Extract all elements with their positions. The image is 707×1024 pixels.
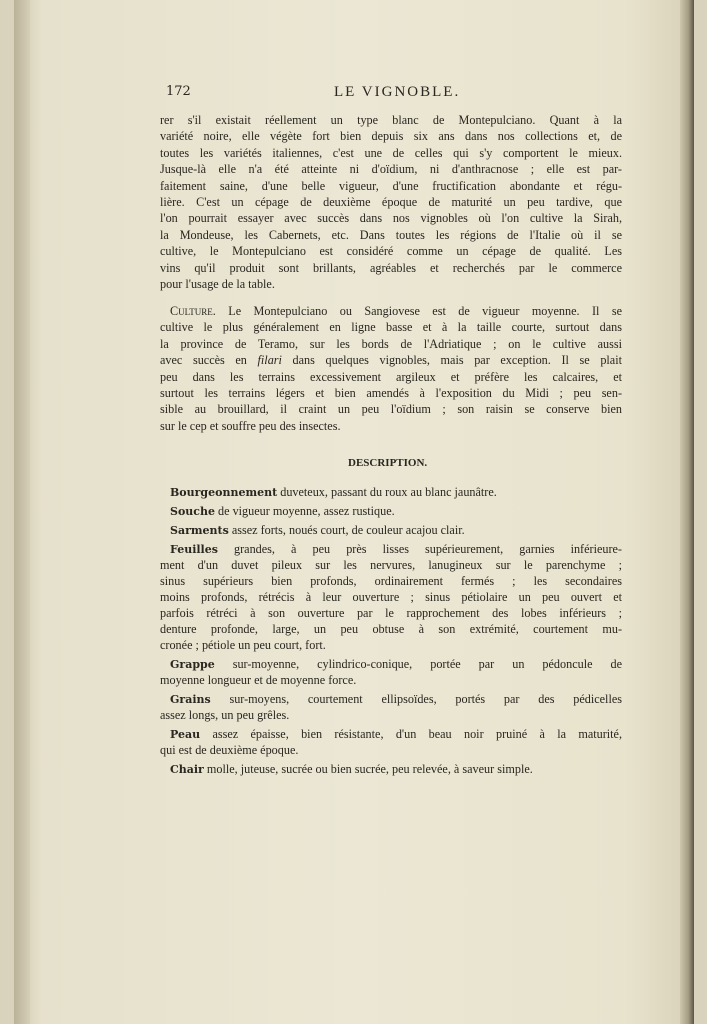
text-line bbox=[160, 484, 622, 500]
section-label: Culture. bbox=[170, 304, 216, 318]
text-span: dans quelques vignobles, mais par exception. Il se plait bbox=[281, 353, 622, 368]
text-line bbox=[160, 672, 622, 688]
description-entry bbox=[160, 691, 622, 723]
text-line bbox=[160, 573, 622, 589]
page-number: 172 bbox=[166, 84, 191, 99]
text-line: faitement saine, d'une belle vigueur, d'une fructification abondante et régu- bbox=[160, 178, 622, 193]
text-line: lière. C'est un cépage de deuxième époque de maturité un peu tardive, que bbox=[160, 194, 622, 209]
text-line bbox=[160, 522, 622, 538]
text-span: de vigueur moyenne, assez rustique. bbox=[214, 504, 395, 518]
description-entry bbox=[160, 656, 622, 688]
text-line: vins qu'il produit sont brillants, agréables et recherchés par le commerce bbox=[160, 260, 622, 275]
text-line bbox=[160, 726, 622, 742]
description-entry bbox=[160, 522, 622, 538]
culture-rest bbox=[160, 369, 622, 435]
text-line bbox=[160, 621, 622, 637]
text-line: sur le cep et souffre peu des insectes. bbox=[160, 418, 341, 433]
text-span: assez forts, noués court, de couleur acajou clair. bbox=[228, 523, 465, 537]
text-span: sur-moyenne, cylindrico-conique, portée par un pédoncule de bbox=[214, 657, 622, 671]
text-span: assez longs, un peu grêles. bbox=[160, 708, 290, 722]
text-line: peu dans les terrains excessivement argileux et préfère les calcaires, et bbox=[160, 369, 622, 384]
text-line: cultive, le Montepulciano est considéré comme un cépage de qualité. Les bbox=[160, 244, 622, 259]
text-line bbox=[160, 761, 622, 777]
page-gutter bbox=[14, 0, 30, 1024]
text-line bbox=[160, 605, 622, 621]
running-title: LE VIGNOBLE. bbox=[334, 84, 461, 100]
italic-term: filari bbox=[257, 353, 282, 368]
description-entry bbox=[160, 484, 622, 500]
text-line: rer s'il existait réellement un type blanc de Montepulciano. Quant à la bbox=[160, 113, 622, 127]
description-entry bbox=[160, 761, 622, 777]
text-line bbox=[160, 742, 622, 758]
text-line: pour l'usage de la table. bbox=[160, 276, 275, 291]
text-line bbox=[160, 691, 622, 707]
text-line bbox=[160, 637, 622, 653]
description-term: Peau bbox=[170, 728, 201, 741]
text-line bbox=[160, 656, 622, 672]
description-term: Grains bbox=[170, 693, 211, 706]
paragraph-culture bbox=[160, 303, 622, 434]
text-span: sinus supérieurs bien profonds, ordinairement fermés ; les secondaires bbox=[160, 574, 622, 588]
text-span: moins profonds, rétrécis à leur ouverture ; sinus pétiolaire un peu ouvert et bbox=[160, 590, 622, 604]
text-line bbox=[160, 352, 622, 368]
description-term: Feuilles bbox=[170, 543, 218, 556]
description-term: Grappe bbox=[170, 658, 215, 671]
text-span: assez épaisse, bien résistante, d'un beau noir pruiné à la maturité, bbox=[200, 727, 622, 741]
text-line: cultive le plus généralement en ligne basse et à la taille courte, surtout dans bbox=[160, 320, 622, 335]
text-span: grandes, à peu près lisses supérieurement, garnies inférieure- bbox=[217, 542, 622, 556]
text-line: la province de Teramo, sur les bords de l'Adriatique ; on le cultive aussi bbox=[160, 336, 622, 351]
text-span: denture profonde, large, un peu obtuse à son extrémité, courtement mu- bbox=[160, 622, 622, 636]
description-entry bbox=[160, 726, 622, 758]
description-term: Sarments bbox=[170, 524, 229, 537]
text-span: Le Montepulciano ou Sangiovese est de vigueur moyenne. Il se bbox=[215, 304, 622, 318]
text-line: surtout les terrains légers et bien amendés à l'exposition du Midi ; peu sen- bbox=[160, 385, 622, 400]
text-line bbox=[160, 557, 622, 573]
text-line bbox=[160, 707, 622, 723]
text-line: la Mondeuse, les Cabernets, etc. Dans toutes les régions de l'Italie où il se bbox=[160, 227, 622, 242]
page-header bbox=[166, 84, 626, 102]
text-span: qui est de deuxième époque. bbox=[160, 743, 299, 757]
text-line bbox=[160, 303, 622, 319]
text-line: sible au brouillard, il craint un peu l'oïdium ; son raisin se conserve bien bbox=[160, 402, 622, 417]
text-span: parfois rétréci à son ouverture par le rapprochement des lobes inférieurs ; bbox=[160, 606, 622, 620]
text-line: variété noire, elle végète fort bien depuis six ans dans nos collections et, de bbox=[160, 129, 622, 144]
description-term: Souche bbox=[170, 505, 215, 518]
text-span: avec succès en bbox=[160, 353, 258, 368]
description-list bbox=[160, 484, 622, 780]
description-entry bbox=[160, 541, 622, 653]
description-term: Bourgeonnement bbox=[170, 486, 278, 499]
text-span: molle, juteuse, sucrée ou bien sucrée, peu relevée, à saveur simple. bbox=[203, 762, 533, 776]
text-span: cronée ; pétiole un peu court, fort. bbox=[160, 638, 326, 652]
text-line bbox=[160, 503, 622, 519]
paragraph-montepulciano bbox=[160, 112, 622, 292]
description-entry bbox=[160, 503, 622, 519]
description-term: Chair bbox=[170, 763, 204, 776]
text-span: sur-moyens, courtement ellipsoïdes, portés par des pédicelles bbox=[210, 692, 622, 706]
text-line: l'on pourrait essayer avec succès dans nos vignobles où l'on cultive la Sirah, bbox=[160, 211, 622, 226]
text-span: duveteux, passant du roux au blanc jaunâtre. bbox=[277, 485, 497, 499]
text-line bbox=[160, 589, 622, 605]
text-span: moyenne longueur et de moyenne force. bbox=[160, 673, 357, 687]
text-span: ment d'un duvet pileux sur les nervures, lanugineux sur le parenchyme ; bbox=[160, 558, 622, 572]
text-line: Jusque-là elle n'a été atteinte ni d'oïdium, ni d'anthracnose ; elle est par- bbox=[160, 162, 622, 177]
text-line bbox=[160, 541, 622, 557]
section-title: DESCRIPTION. bbox=[348, 457, 428, 469]
page-edge bbox=[680, 0, 694, 1024]
text-line: toutes les variétés italiennes, c'est une de celles qui s'y comportent le mieux. bbox=[160, 145, 622, 160]
